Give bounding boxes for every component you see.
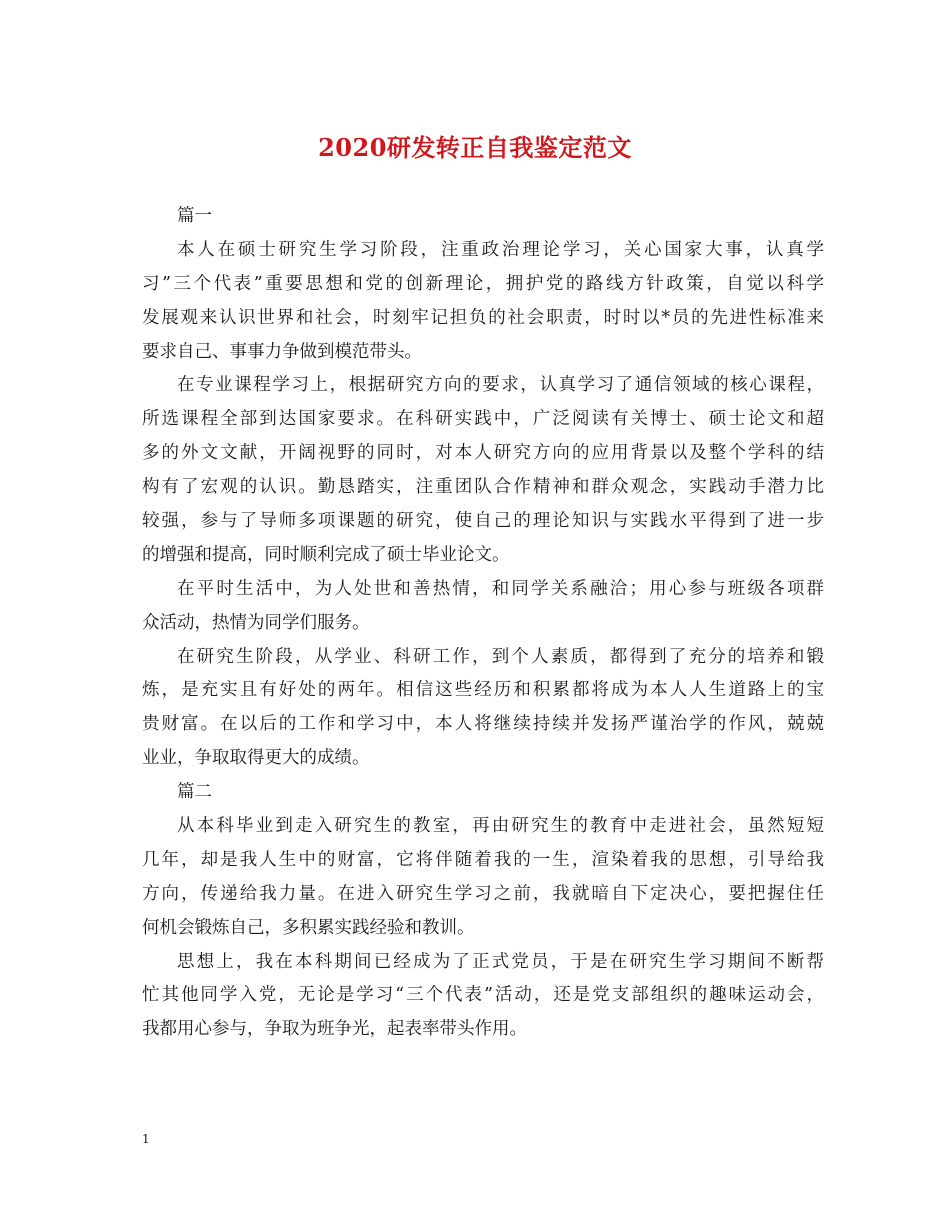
paragraph-line: 较强，参与了导师多项课题的研究，使自己的理论知识与实践水平得到了进一步 [142,511,824,532]
paragraph-first-line: 本人在硕士研究生学习阶段，注重政治理论学习，关心国家大事，认真学 [177,239,824,260]
paragraph-first-line: 篇二 [177,782,212,803]
paragraph-line: 众活动，热情为同学们服务。 [142,612,370,633]
paragraph-line: 贵财富。在以后的工作和学习中，本人将继续持续并发扬严谨治学的作风，兢兢 [142,714,824,735]
paragraph-line: 的增强和提高，同时顺利完成了硕士毕业论文。 [142,544,510,565]
paragraph-first-line: 篇一 [177,206,212,226]
paragraph-line: 何机会锻炼自己，多积累实践经验和教训。 [142,917,475,938]
paragraph-first-line: 在平时生活中，为人处世和善热情，和同学关系融洽；用心参与班级各项群 [177,578,824,599]
document-title: 2020研发转正自我鉴定范文 [318,133,632,162]
paragraph-line: 方向，传递给我力量。在进入研究生学习之前，我就暗自下定决心，要把握住任 [142,883,824,904]
paragraph-line: 构有了宏观的认识。勤恳踏实，注重团队合作精神和群众观念，实践动手潜力比 [142,477,824,498]
paragraph-line: 多的外文文献，开阔视野的同时，对本人研究方向的应用背景以及整个学科的结 [142,443,824,464]
paragraph-line: 习”三个代表”重要思想和党的创新理论，拥护党的路线方针政策，自觉以科学 [142,273,824,294]
paragraph-first-line: 在研究生阶段，从学业、科研工作，到个人素质，都得到了充分的培养和锻 [177,646,824,667]
paragraph-line: 忙其他同学入党，无论是学习“三个代表”活动，还是党支部组织的趣味运动会， [142,985,824,1006]
paragraph-line: 我都用心参与，争取为班争光，起表率带头作用。 [142,1019,527,1040]
paragraph-line: 炼，是充实且有好处的两年。相信这些经历和积累都将成为本人人生道路上的宝 [142,680,824,701]
paragraph-first-line: 从本科毕业到走入研究生的教室，再由研究生的教育中走进社会，虽然短短 [177,816,824,837]
paragraph-line: 发展观来认识世界和社会，时刻牢记担负的社会职责，时时以*员的先进性标准来 [142,307,824,328]
page-number: 1 [142,1132,150,1146]
paragraph-first-line: 思想上，我在本科期间已经成为了正式党员，于是在研究生学习期间不断帮 [177,951,824,972]
document-body [142,200,824,1047]
paragraph-first-line: 在专业课程学习上，根据研究方向的要求，认真学习了通信领域的核心课程， [177,375,824,396]
paragraph-line: 几年，却是我人生中的财富，它将伴随着我的一生，渲染着我的思想，引导给我 [142,849,824,870]
paragraph-line: 业业，争取取得更大的成绩。 [142,748,370,769]
paragraph-line: 所选课程全部到达国家要求。在科研实践中，广泛阅读有关博士、硕士论文和超 [142,409,824,430]
paragraph-line: 要求自己、事事力争做到模范带头。 [142,341,422,362]
